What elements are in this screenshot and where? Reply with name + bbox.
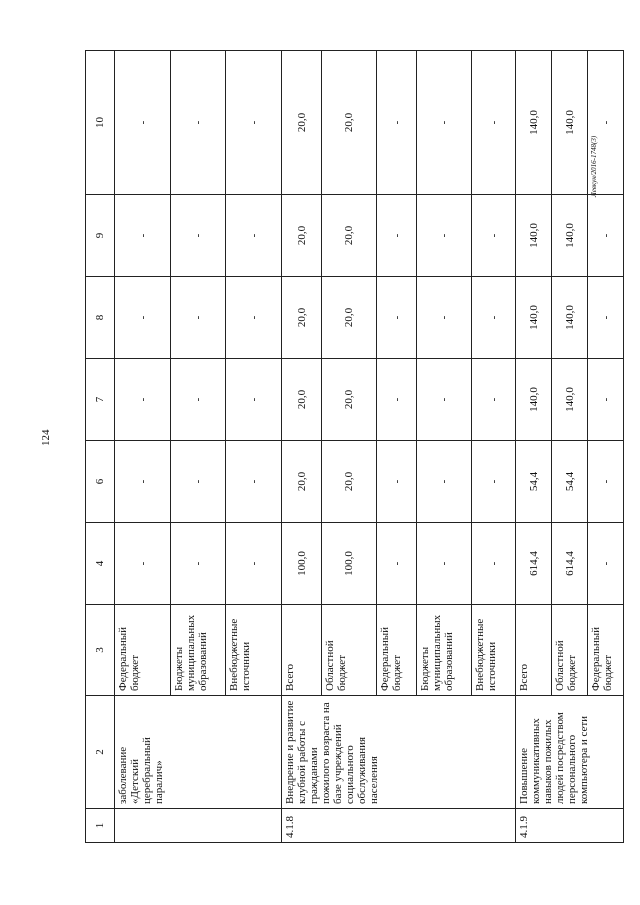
value-cell: -	[171, 441, 226, 523]
table-row	[516, 51, 552, 843]
value-cell: -	[377, 51, 417, 195]
value-cell: 20,0	[322, 277, 377, 359]
value-cell: -	[226, 523, 282, 605]
value-cell: 20,0	[322, 51, 377, 195]
value-cell: -	[472, 195, 516, 277]
value-cell: -	[588, 359, 624, 441]
value-cell: -	[171, 359, 226, 441]
value-cell: -	[377, 359, 417, 441]
table-row	[115, 51, 171, 843]
value-cell: -	[115, 441, 171, 523]
value-cell: 140,0	[552, 277, 588, 359]
header-cell: 10	[86, 51, 115, 195]
header-cell: 1	[86, 809, 115, 843]
funding-source: Федеральный бюджет	[115, 605, 171, 696]
value-cell: -	[472, 523, 516, 605]
value-cell: -	[226, 277, 282, 359]
funding-source: Бюджеты муниципальных образований	[417, 605, 472, 696]
value-cell: 140,0	[516, 359, 552, 441]
value-cell: -	[377, 441, 417, 523]
value-cell: -	[115, 195, 171, 277]
value-cell: -	[588, 277, 624, 359]
value-cell: -	[226, 359, 282, 441]
section-title: заболевание «Детский церебральный паралич»	[115, 696, 282, 809]
value-cell: 140,0	[552, 195, 588, 277]
value-cell: -	[472, 359, 516, 441]
value-cell: -	[377, 523, 417, 605]
funding-source: Федеральный бюджет	[588, 605, 624, 696]
value-cell: 140,0	[552, 51, 588, 195]
value-cell: -	[588, 195, 624, 277]
value-cell: -	[417, 359, 472, 441]
value-cell: 20,0	[322, 195, 377, 277]
value-cell: -	[115, 277, 171, 359]
value-cell: 140,0	[516, 51, 552, 195]
value-cell: 20,0	[282, 441, 322, 523]
value-cell: -	[226, 195, 282, 277]
value-cell: 140,0	[552, 359, 588, 441]
header-row	[86, 51, 115, 843]
funding-source: Внебюджетные источники	[472, 605, 516, 696]
section-number: 4.1.8	[282, 809, 516, 843]
value-cell: 20,0	[282, 51, 322, 195]
value-cell: -	[171, 51, 226, 195]
value-cell: -	[417, 277, 472, 359]
value-cell: -	[226, 51, 282, 195]
value-cell: 54,4	[552, 441, 588, 523]
section-number	[115, 809, 282, 843]
value-cell: -	[417, 441, 472, 523]
document-code: Левкун/2016-1748(3)	[590, 135, 598, 197]
header-cell: 9	[86, 195, 115, 277]
value-cell: -	[115, 523, 171, 605]
value-cell: -	[588, 523, 624, 605]
value-cell: -	[417, 51, 472, 195]
value-cell: 140,0	[516, 277, 552, 359]
funding-source: Федеральный бюджет	[377, 605, 417, 696]
page-number: 124	[40, 429, 52, 446]
funding-source: Областной бюджет	[322, 605, 377, 696]
value-cell: -	[472, 51, 516, 195]
value-cell: -	[472, 441, 516, 523]
funding-source: Бюджеты муниципальных образований	[171, 605, 226, 696]
value-cell: -	[377, 195, 417, 277]
value-cell: 20,0	[322, 441, 377, 523]
header-cell: 6	[86, 441, 115, 523]
table-row	[282, 51, 322, 843]
value-cell: 20,0	[282, 277, 322, 359]
value-cell: -	[588, 51, 624, 195]
value-cell: -	[472, 277, 516, 359]
value-cell: -	[226, 441, 282, 523]
value-cell: -	[171, 523, 226, 605]
value-cell: 100,0	[282, 523, 322, 605]
header-cell: 4	[86, 523, 115, 605]
header-cell: 7	[86, 359, 115, 441]
section-number: 4.1.9	[516, 809, 624, 843]
value-cell: -	[417, 523, 472, 605]
value-cell: 614,4	[516, 523, 552, 605]
value-cell: -	[417, 195, 472, 277]
section-title: Внедрение и развитие клубной работы с гражданами пожилого возраста на базе учреждений социального обслуживания населения	[282, 696, 516, 809]
funding-source: Внебюджетные источники	[226, 605, 282, 696]
header-cell: 3	[86, 605, 115, 696]
value-cell: 100,0	[322, 523, 377, 605]
value-cell: 20,0	[282, 359, 322, 441]
header-cell: 2	[86, 696, 115, 809]
value-cell: -	[588, 441, 624, 523]
value-cell: -	[377, 277, 417, 359]
value-cell: -	[115, 359, 171, 441]
funding-table	[85, 50, 624, 843]
value-cell: 614,4	[552, 523, 588, 605]
funding-source: Всего	[282, 605, 322, 696]
value-cell: 54,4	[516, 441, 552, 523]
funding-source: Областной бюджет	[552, 605, 588, 696]
value-cell: 140,0	[516, 195, 552, 277]
value-cell: 20,0	[282, 195, 322, 277]
header-cell: 8	[86, 277, 115, 359]
section-title: Повышение коммуникативных навыков пожилых людей посредством персонального компьютера и сети	[516, 696, 624, 809]
value-cell: 20,0	[322, 359, 377, 441]
value-cell: -	[115, 51, 171, 195]
value-cell: -	[171, 195, 226, 277]
value-cell: -	[171, 277, 226, 359]
funding-source: Всего	[516, 605, 552, 696]
